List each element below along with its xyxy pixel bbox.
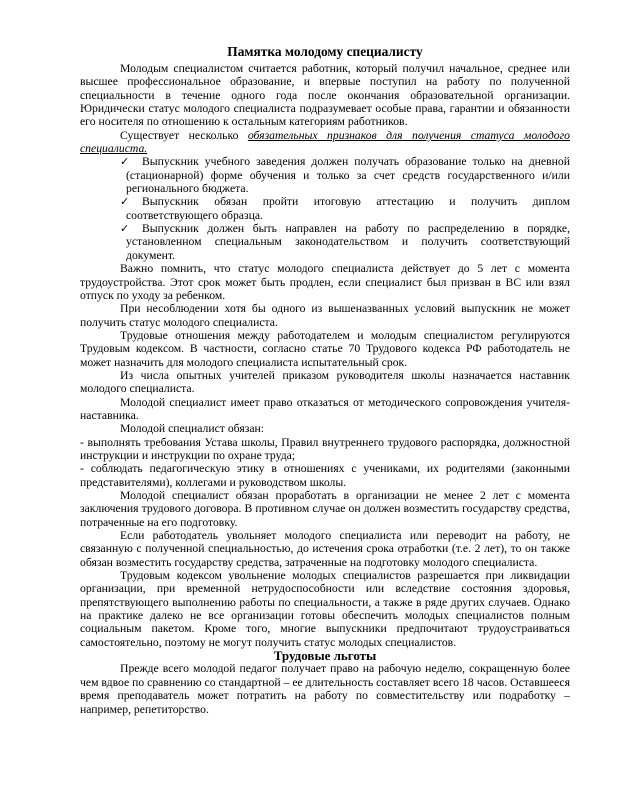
paragraph-obligations-intro: Молодой специалист обязан:	[120, 422, 265, 436]
list-item-text: Выпускник учебного заведения должен получать образование только на дневной (стационарной) форме обучения и только за счет средств государственного и/или регионального бюджета.	[126, 155, 570, 196]
list-item	[120, 155, 570, 196]
paragraph-noncompliance: При несоблюдении хотя бы одного из вышеназванных условий выпускник не может получить статус молодого специалиста.	[80, 302, 570, 329]
list-item-text: Выпускник должен быть направлен на работу по распределению в порядке, установленном специальным законодательством и получить соответствующий документ.	[126, 222, 570, 262]
criteria-intro-text: Существует несколько	[120, 128, 248, 142]
list-item	[120, 222, 570, 262]
paragraph-dismissal-cases: Трудовым кодексом увольнение молодых специалистов разрешается при ликвидации организации, при временной нетрудоспособности или вследствие состояния здоровья, препятствующего выполнению работы по специальности, а также в ряде других случаев. Однако на практике далеко не все организации готовы обеспечить молодых специалистов полным социальным пакетом. Кроме того, многие выпускники предпочитают трудоустраиваться самостоятельно, поэтому не могут получить статус молодых специалистов.	[80, 569, 570, 649]
paragraph-right-to-refuse: Молодой специалист имеет право отказаться от методического сопровождения учителя-наставника.	[80, 395, 570, 422]
paragraph-criteria-intro	[80, 129, 570, 156]
paragraph-definition: Молодым специалистом считается работник, который получил начальное, среднее или высшее профессиональное образование, и впервые поступил на работу по полученной специальности в течение одного года после окончания образовательной организации. Юридически статус молодого специалиста подразумевает особые права, гарантии и обязанности его носителя по отношению к остальным категориям работников.	[80, 62, 570, 129]
dash-item-ethics: - соблюдать педагогическую этику в отношениях с учениками, их родителями (законными представителями), коллегами и руководством школы.	[80, 462, 570, 489]
section-title-benefits: Трудовые льготы	[273, 648, 377, 664]
list-item	[120, 195, 570, 222]
criteria-emphasis-text: обязательных признаков для получения статуса молодого специалиста.	[80, 128, 570, 156]
paragraph-two-years: Молодой специалист обязан проработать в организации не менее 2 лет с момента заключения трудового договора. В противном случае он должен возместить государству средства, потраченные на его подготовку.	[80, 489, 570, 529]
document-content	[80, 44, 570, 716]
document-title: Памятка молодому специалисту	[227, 44, 423, 59]
paragraph-dismissal-compensation: Если работодатель увольняет молодого специалиста или переводит на работу, не связанную с полученной специальностью, до истечения срока отработки (т.е. 2 лет), то он также обязан возместить государству средства, затраченные на подготовку молодого специалиста.	[80, 529, 570, 569]
paragraph-working-week: Прежде всего молодой педагог получает право на рабочую неделю, сокращенную более чем вдвое по сравнению со стандартной – ее длительность составляет всего 18 часов. Оставшееся время преподаватель может потратить на работу по совместительству или подработку – например, репетиторство.	[80, 662, 570, 716]
checkmark-icon: ✓	[120, 222, 130, 236]
dash-item-rules: - выполнять требования Устава школы, Правил внутреннего трудового распорядка, должностной инструкции и инструкции по охране труда;	[80, 435, 570, 462]
paragraph-status-duration: Важно помнить, что статус молодого специалиста действует до 5 лет с момента трудоустройства. Этот срок может быть продлен, если специалист был призван в ВС или взял отпуск по уходу за ребенком.	[80, 262, 570, 302]
paragraph-labor-code: Трудовые отношения между работодателем и молодым специалистом регулируются Трудовым кодексом. В частности, согласно статье 70 Трудового кодекса РФ работодатель не может назначить для молодого специалиста испытательный срок.	[80, 328, 570, 369]
list-item-text: Выпускник обязан пройти итоговую аттестацию и получить диплом соответствующего образца.	[126, 195, 570, 222]
checkmark-icon: ✓	[120, 195, 130, 209]
checkmark-icon: ✓	[120, 155, 130, 169]
criteria-list	[80, 155, 570, 262]
paragraph-mentor: Из числа опытных учителей приказом руководителя школы назначается наставник молодого специалиста.	[80, 368, 570, 396]
